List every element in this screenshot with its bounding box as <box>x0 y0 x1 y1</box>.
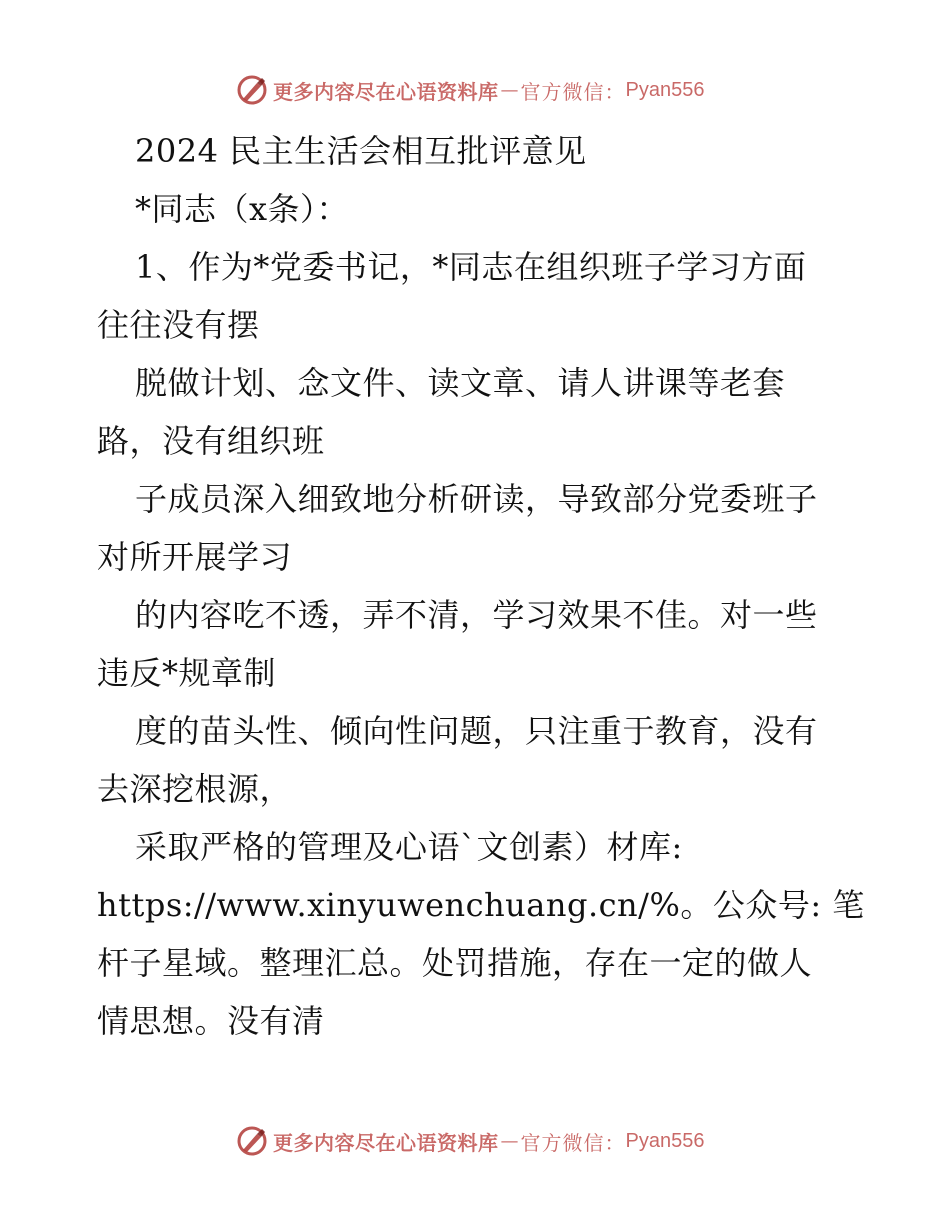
banner-wechat-id: Pyan556 <box>625 1129 705 1152</box>
document-body <box>97 122 867 1050</box>
text-line: 去深挖根源， <box>97 770 293 808</box>
banner-dash: — <box>500 1130 519 1152</box>
banner-site-text: 更多内容尽在心语资料库 <box>273 1130 499 1155</box>
text-line: 度的苗头性、倾向性问题，只注重于教育，没有 <box>135 712 818 750</box>
header-watermark-banner <box>235 72 704 108</box>
text-line: 采取严格的管理及心语`文创素）材库: <box>135 828 683 866</box>
text-line: 脱做计划、念文件、读文章、请人讲课等老套 <box>135 364 786 402</box>
text-line: 情思想。没有清 <box>97 1002 325 1040</box>
text-line: 违反*规章制 <box>97 654 277 692</box>
banner-wechat-id: Pyan556 <box>625 78 705 101</box>
text-line: 对所开展学习 <box>97 538 293 576</box>
text-line: 1、作为*党委书记，*同志在组织班子学习方面 <box>135 248 807 286</box>
pen-logo-icon <box>235 1124 269 1158</box>
text-line: 子成员深入细致地分析研读，导致部分党委班子 <box>135 480 818 518</box>
banner-site-text: 更多内容尽在心语资料库 <box>273 79 499 104</box>
text-line: 杆子星域。整理汇总。处罚措施，存在一定的做人 <box>97 944 813 982</box>
banner-wechat-label: 官方微信： <box>520 1130 626 1155</box>
text-line: 路，没有组织班 <box>97 422 325 460</box>
text-line: *同志（x条）： <box>135 190 350 228</box>
document-title: 2024 民主生活会相互批评意见 <box>135 132 587 170</box>
banner-dash: — <box>500 79 519 101</box>
footer-watermark-banner <box>235 1123 704 1159</box>
banner-wechat-label: 官方微信： <box>520 79 626 104</box>
text-line: https://www.xinyuwenchuang.cn/%。公众号: 笔 <box>97 886 865 924</box>
text-line: 的内容吃不透，弄不清，学习效果不佳。对一些 <box>135 596 818 634</box>
text-line: 往往没有摆 <box>97 306 260 344</box>
pen-logo-icon <box>235 73 269 107</box>
